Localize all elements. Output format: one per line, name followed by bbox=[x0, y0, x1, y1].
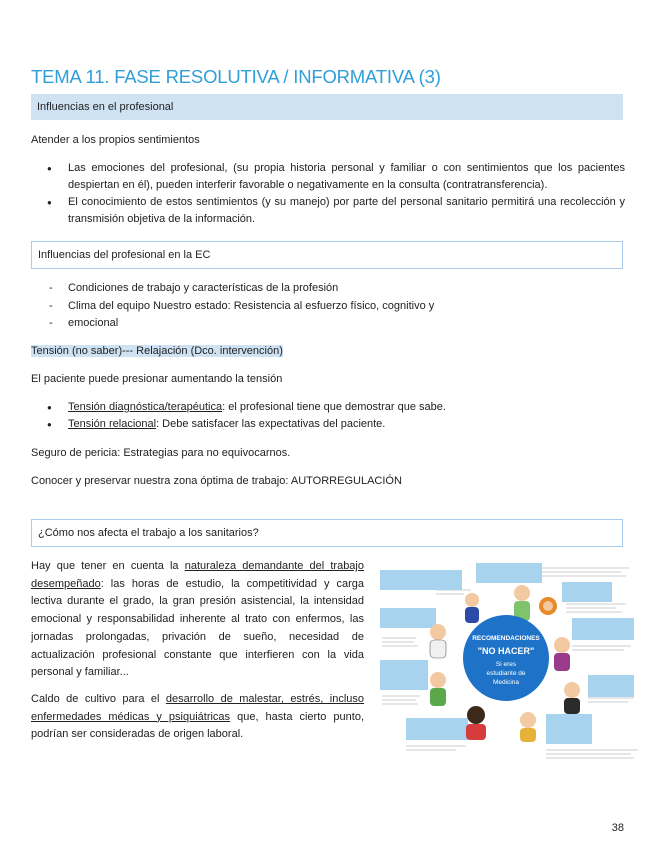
list-item bbox=[31, 416, 625, 433]
term: Tensión relacional bbox=[68, 418, 157, 430]
tension-line bbox=[31, 343, 283, 360]
bullet-list-tensions bbox=[31, 399, 625, 433]
bullet-list-emotions bbox=[31, 160, 625, 228]
underlined-phrase: naturaleza demandante del trabajo desempeñado bbox=[31, 560, 364, 590]
infographic-center-sub: Medicina bbox=[492, 679, 520, 686]
underlined-phrase: desarrollo de malestar, estrés, incluso enfermedades médicas y psiquiátricas bbox=[31, 692, 364, 723]
dash-list-conditions bbox=[31, 280, 434, 333]
lead-text: Atender a los propios sentimientos bbox=[31, 134, 200, 146]
list-item: - Condiciones de trabajo y características de la profesión bbox=[31, 280, 434, 298]
infographic-center-heading: "NO HACER" bbox=[477, 646, 535, 656]
section-heading-text: Influencias en el profesional bbox=[37, 101, 174, 113]
definition: : el profesional tiene que demostrar que sabe. bbox=[222, 401, 446, 413]
page-number: 38 bbox=[611, 822, 624, 834]
list-item bbox=[31, 399, 625, 416]
term: Tensión diagnóstica/terapéutica bbox=[68, 401, 223, 413]
list-item: ● El conocimiento de estos sentimientos (y su manejo) por parte del personal sanitario permitirá una recolección y transmisión objetiva de la información. bbox=[31, 194, 625, 228]
recommendations-infographic bbox=[376, 560, 639, 765]
paragraph: Hay que tener en cuenta la naturaleza demandante del trabajo desempeñado: las horas de estudio, la competitividad y carga lectiva durante el grado, la gran presión asistencial, la intensidad emocional y responsabilidad inherente al trato con enfermos, las jornadas prolongadas, privación de sueño, necesidad de actualización profesional constante que interfieren con la vida personal y familiar... bbox=[31, 560, 364, 679]
list-item: - Clima del equipo Nuestro estado: Resistencia al esfuerzo físico, cognitivo y bbox=[31, 298, 434, 316]
section-heading-text: Influencias del profesional en la EC bbox=[38, 249, 211, 261]
infographic-center-title: RECOMENDACIONES bbox=[472, 635, 540, 642]
pressure-line: El paciente puede presionar aumentando la tensión bbox=[31, 373, 283, 385]
page-title: TEMA 11. FASE RESOLUTIVA / INFORMATIVA (3) bbox=[31, 66, 441, 87]
paragraph: Caldo de cultivo para el desarrollo de malestar, estrés, incluso enfermedades médicas y psiquiátricas que, hasta cierto punto, podrían ser consideradas de origen laboral. bbox=[31, 692, 364, 741]
expertise-line: Seguro de pericia: Estrategias para no equivocarnos. bbox=[31, 447, 291, 459]
section-heading-influencias-ec bbox=[31, 241, 623, 269]
list-item: ● Las emociones del profesional, (su propia historia personal y familiar o con sentimientos que los pacientes despiertan en él), pueden interferir favorable o negativamente en la consulta (contratransferencia). bbox=[31, 160, 625, 194]
definition: : Debe satisfacer las expectativas del paciente. bbox=[156, 418, 386, 430]
body-column bbox=[31, 558, 364, 744]
infographic-center-sub: estudiante de bbox=[486, 670, 526, 677]
infographic-center-sub: Si eres bbox=[495, 661, 517, 668]
section-heading-text: ¿Cómo nos afecta el trabajo a los sanitarios? bbox=[38, 527, 259, 539]
section-heading-trabajo-sanitarios bbox=[31, 519, 623, 547]
infographic-center-circle bbox=[463, 615, 549, 701]
section-heading-influencias-profesional bbox=[31, 94, 623, 120]
selfregulation-line: Conocer y preservar nuestra zona óptima de trabajo: AUTORREGULACIÓN bbox=[31, 475, 402, 487]
list-item: - emocional bbox=[31, 315, 434, 333]
tension-highlight: Tensión (no saber)--- Relajación (Dco. intervención) bbox=[31, 345, 283, 357]
